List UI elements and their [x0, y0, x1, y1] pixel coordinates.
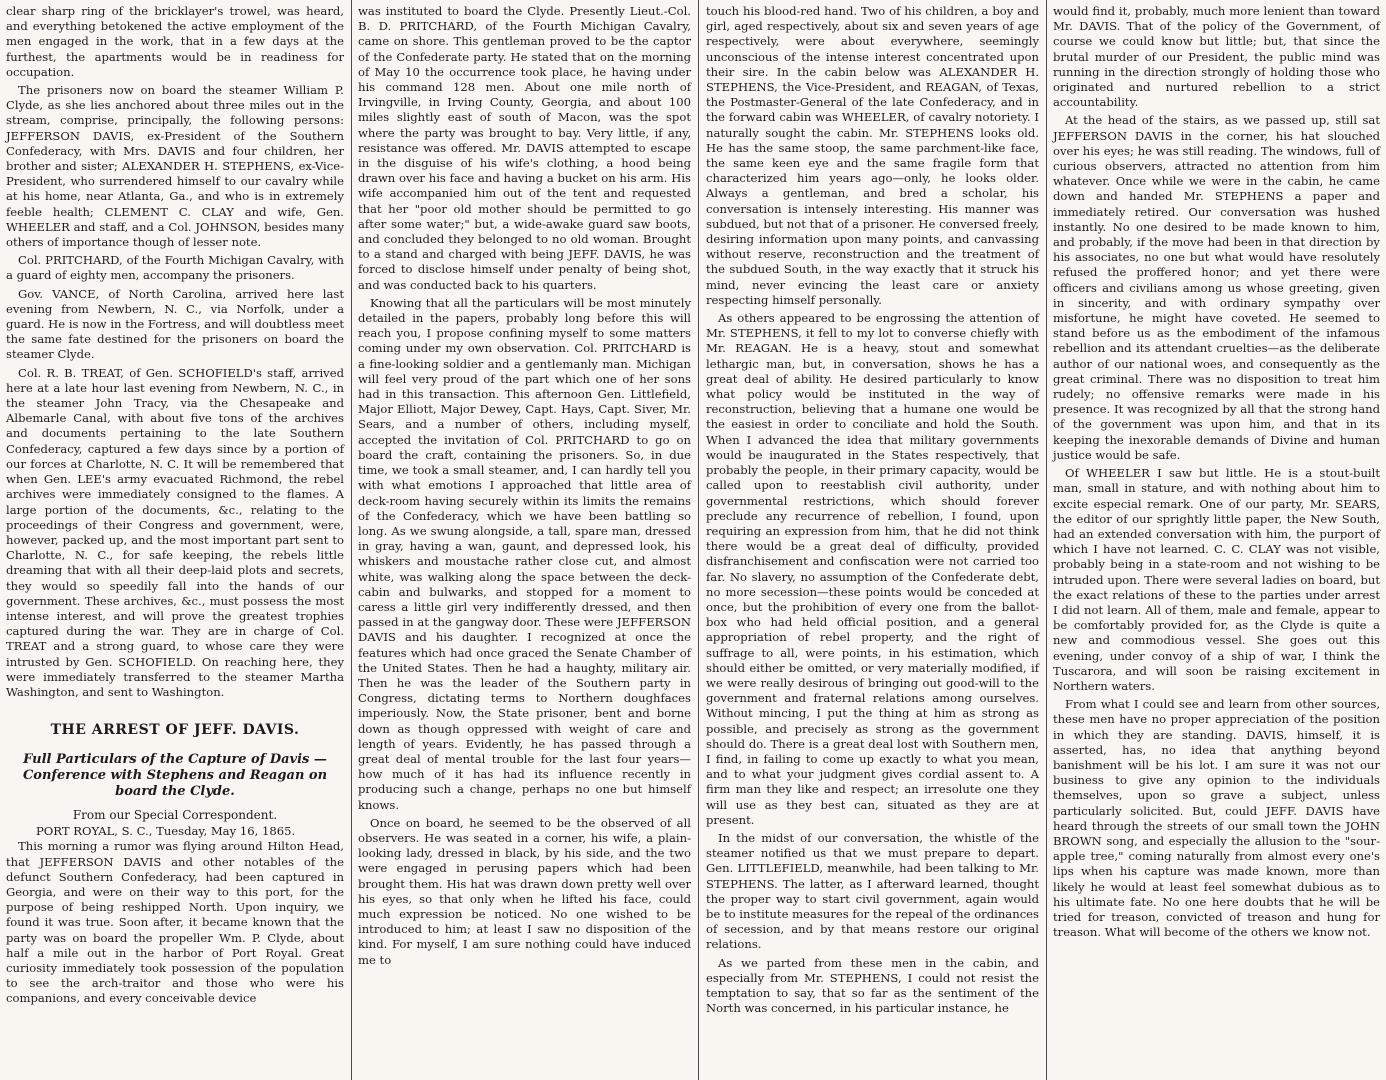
- column-1: [0, 0, 350, 1080]
- paragraph: The prisoners now on board the steamer William P. Clyde, as she lies anchored about three miles out in the stream, comprise, principally, the following persons: JEFFERSON DAVIS, ex-President of the Southern Confederacy, with Mrs. DAVIS and four children, her brother and sister; ALEXANDER H. STEPHENS, ex-Vice-President, who surrendered himself to our cavalry while at his home, near Atlanta, Ga., and who is in extremely feeble health; CLEMENT C. CLAY and wife, Gen. WHEELER and staff, and a Col. JOHNSON, besides many others of importance though of lesser note.: [6, 83, 344, 250]
- column-rule: [698, 0, 699, 1080]
- paragraph: Col. R. B. TREAT, of Gen. SCHOFIELD's staff, arrived here at a late hour last evening from Newbern, N. C., in the steamer John Tracy, via the Chesapeake and Albemarle Canal, with about five tons of the archives and documents pertaining to the late Southern Confederacy, captured a few days since by a portion of our forces at Charlotte, N. C. It will be remembered that when Gen. LEE's army evacuated Richmond, the rebel archives were immediately consigned to the flames. A large portion of the documents, &c., relating to the proceedings of their Congress and government, were, however, packed up, and the most important part sent to Charlotte, N. C., for safe keeping, the rebels little dreaming that with all their deep-laid plots and secrets, they would so speedily fall into the hands of our government. These archives, &c., must possess the most intense interest, and will prove the greatest trophies captured during the war. They are in charge of Col. TREAT and a strong guard, to whose care they were intrusted by Gen. SCHOFIELD. On reaching here, they were immediately transferred to the steamer Martha Washington, and sent to Washington.: [6, 365, 344, 699]
- paragraph: touch his blood-red hand. Two of his children, a boy and girl, aged respectively, about six and seven years of age respectively, were about everywhere, seemingly unconscious of the intense interest concentrated upon their sire. In the cabin below was ALEXANDER H. STEPHENS, the Vice-President, and REAGAN, of Texas, the Postmaster-General of the late Confederacy, and in the forward cabin was WHEELER, of cavalry notoriety. I naturally sought the cabin. Mr. STEPHENS looks old. He has the same stoop, the same parchment-like face, the same keen eye and the same fragile form that characterized him years ago—only, he looks older. Always a gentleman, and bred a scholar, his conversation is intensely interesting. His manner was subdued, but not that of a prisoner. He conversed freely, desiring information upon many points, and canvassing without reserve, reconstruction and the treatment of the subdued South, in the way exactly that it struck his mind, never evincing the least care or anxiety respecting himself personally.: [706, 4, 1039, 307]
- dateline: PORT ROYAL, S. C., Tuesday, May 16, 1865.: [36, 824, 296, 839]
- article-subheadline: Full Particulars of the Capture of Davis —Conference with Stephens and Reagan on board the Clyde.: [22, 752, 328, 800]
- column-3: [700, 0, 1045, 1080]
- paragraph: As we parted from these men in the cabin, and especially from Mr. STEPHENS, I could not resist the temptation to say, that so far as the sentiment of the North was concerned, in his particular instance, he: [706, 955, 1039, 1016]
- article-headline: THE ARREST OF JEFF. DAVIS.: [50, 722, 300, 739]
- paragraph: Once on board, he seemed to be the observed of all observers. He was seated in a corner, his wife, a plain-looking lady, dressed in black, by his side, and the two were engaged in perusing papers which had been brought them. His hat was drawn down pretty well over his eyes, so that only when he lifted his face, could much expression be noticed. No one wished to be introduced to him; at least I saw no disposition of the kind. For myself, I am sure nothing could have induced me to: [358, 815, 691, 967]
- paragraph: would find it, probably, much more lenient than toward Mr. DAVIS. That of the policy of the Government, of course we could know but little; but, that since the brutal murder of our President, the public mind was running in the direction strongly of holding those who originated and nurtured rebellion to a strict accountability.: [1053, 4, 1380, 110]
- paragraph: Of WHEELER I saw but little. He is a stout-built man, small in stature, and with nothing about him to excite especial remark. One of our party, Mr. SEARS, the editor of our sprightly little paper, the New South, had an extended conversation with him, the purport of which I have not learned. C. C. CLAY was not visible, probably being in a state-room and not wishing to be intruded upon. There were several ladies on board, but the exact relations of these to the parties under arrest I did not learn. All of them, male and female, appear to be comfortably provided for, as the Clyde is quite a new and commodious vessel. She goes out this evening, under convoy of a ship of war, I think the Tuscarora, and will soon be raising excitement in Northern waters.: [1053, 466, 1380, 693]
- paragraph: Col. PRITCHARD, of the Fourth Michigan Cavalry, with a guard of eighty men, accompany the prisoners.: [6, 253, 344, 283]
- byline: From our Special Correspondent.: [72, 808, 278, 823]
- paragraph: This morning a rumor was flying around Hilton Head, that JEFFERSON DAVIS and other notables of the defunct Southern Confederacy, had been captured in Georgia, and were on their way to this port, for the purpose of being reshipped North. Upon inquiry, we found it was true. Soon after, it became known that the party was on board the propeller Wm. P. Clyde, about half a mile out in the harbor of Port Royal. Great curiosity immediately took possession of the population to see the arch-traitor and those who were his companions, and every conceivable device: [6, 839, 344, 1006]
- paragraph: Gov. VANCE, of North Carolina, arrived here last evening from Newbern, N. C., via Norfolk, under a guard. He is now in the Fortress, and will doubtless meet the same fate destined for the prisoners on board the steamer Clyde.: [6, 286, 344, 362]
- paragraph: clear sharp ring of the bricklayer's trowel, was heard, and everything betokened the active employment of the men engaged in the work, that in a few days at the furthest, the apartments would be in readiness for occupation.: [6, 4, 344, 79]
- column-4: [1047, 0, 1386, 1080]
- paragraph: was instituted to board the Clyde. Presently Lieut.-Col. B. D. PRITCHARD, of the Fourth Michigan Cavalry, came on shore. This gentleman proved to be the captor of the Confederate party. He stated that on the morning of May 10 the occurrence took place, he having under his command 128 men. About one mile north of Irvingville, in Irving County, Georgia, and about 100 miles slightly east of south of Macon, was the spot where the party was brought to bay. Very little, if any, resistance was offered. Mr. DAVIS attempted to escape in the disguise of his wife's clothing, a hood being drawn over his face and having a bucket on his arm. His wife accompanied him out of the tent and requested that her "poor old mother should be permitted to go after some water;" but, a wide-awake guard saw boots, and concluded they belonged to no old woman. Brought to a stand and charged with being JEFF. DAVIS, he was forced to disclose himself under penalty of being shot, and was conducted back to his quarters.: [358, 4, 691, 292]
- paragraph: As others appeared to be engrossing the attention of Mr. STEPHENS, it fell to my lot to converse chiefly with Mr. REAGAN. He is a heavy, stout and somewhat lethargic man, but, in conversation, shows he has a great deal of ability. He desired particularly to know what policy would be instituted in the way of reconstruction, believing that a humane one would be the easiest in order to conciliate and hold the South. When I advanced the idea that military governments would be inaugurated in the States respectively, that probably the people, in their primary capacity, would be called upon to reestablish civil authority, under governmental restrictions, which should forever preclude any recurrence of rebellion, I found, upon requiring an expression from him, that he did not think there would be a great deal of difficulty, provided disfranchisement and confiscation were not carried too far. No slavery, no assumption of the Confederate debt, no more secession—these points would be conceded at once, but the prohibition of every one from the ballot-box who had held official position, and a general appropriation of rebel property, and the right of suffrage to all, were points, in his estimation, which should either be omitted, or very materially modified, if we were really desirous of bringing out good-will to the government and fraternal relations among ourselves. Without mincing, I put the thing at him as strong as possible, and precisely as strong as the government should do. There is a great deal lost with Southern men, I find, in failing to come up exactly to what you mean, and to what your judgment gives cordial assent to. A firm man they like and respect; an irresolute one they will use as they best can, situated as they are at present.: [706, 311, 1039, 827]
- paragraph: Knowing that all the particulars will be most minutely detailed in the papers, probably long before this will reach you, I propose confining myself to some matters coming under my own observation. Col. PRITCHARD is a fine-looking soldier and a gentlemanly man. Michigan will feel very proud of the part which one of her sons had in this transaction. This afternoon Gen. Littlefield, Major Elliott, Major Dewey, Capt. Hays, Capt. Siver, Mr. Sears, and a number of others, including myself, accepted the invitation of Col. PRITCHARD to go on board the craft, containing the prisoners. So, in due time, we took a small steamer, and, I can hardly tell you with what emotions I approached that little area of deck-room having securely within its limits the remains of the Confederacy, which we have been battling so long. As we swung alongside, a tall, spare man, dressed in gray, having a wan, gaunt, and depressed look, his whiskers and moustache rather close cut, and almost white, was walking along the space between the deck-cabin and bulwarks, and stopped for a moment to caress a little girl very indifferently dressed, and then passed in at the gangway door. These were JEFFERSON DAVIS and his daughter. I recognized at once the features which had once graced the Senate Chamber of the United States. Then he had a haughty, military air. Then he was the leader of the Southern party in Congress, dictating terms to Northern doughfaces imperiously. Now, the State prisoner, bent and borne down as though oppressed with weight of care and length of years. Evidently, he has passed through a great deal of mental trouble for the last four years—how much of it has had its influence recently in producing such a change, perhaps no one but himself knows.: [358, 295, 691, 812]
- column-2: [352, 0, 697, 1080]
- paragraph: At the head of the stairs, as we passed up, still sat JEFFERSON DAVIS in the corner, his hat slouched over his eyes; he was still reading. The windows, full of curious observers, attracted no attention from him whatever. Once while we were in the cabin, he came down and handed Mr. STEPHENS a paper and immediately retired. Our conversation was hushed instantly. No one desired to be made known to him, and probably, if the move had been in that direction by his associates, no one but what would have resolutely refused the proffered honor; and yet there were officers and civilians among us whose greeting, given in sincerity, and with ordinary sympathy over misfortune, he might have coveted. He seemed to stand before us as the embodiment of the infamous rebellion and its attendant cruelties—as the deliberate author of our national woes, and consequently as the great criminal. There was no disposition to treat him rudely; no offensive remarks were made in his presence. It was recognized by all that the strong hand of the government was upon him, and that in its keeping the inexorable demands of Divine and human justice would be safe.: [1053, 113, 1380, 462]
- paragraph: In the midst of our conversation, the whistle of the steamer notified us that we must prepare to depart. Gen. LITTLEFIELD, meanwhile, had been talking to Mr. STEPHENS. The latter, as I afterward learned, thought the proper way to start civil government, again would be to institute measures for the repeal of the ordinances of secession, and by that means restore our original relations.: [706, 830, 1039, 952]
- paragraph: From what I could see and learn from other sources, these men have no proper appreciation of the position in which they are standing. DAVIS, himself, it is asserted, has, no idea that anything beyond banishment will be his lot. I am sure it was not our business to give any opinion to the individuals themselves, upon so grave a subject, unless particularly solicited. But, could JEFF. DAVIS have heard through the streets of our small town the JOHN BROWN song, and especially the allusion to the "sour-apple tree," coming naturally from almost every one's lips when his capture was made known, more than likely he would at least feel somewhat dubious as to his ultimate fate. No one here doubts that he will be tried for treason, convicted of treason and hung for treason. What will become of the others we know not.: [1053, 697, 1380, 940]
